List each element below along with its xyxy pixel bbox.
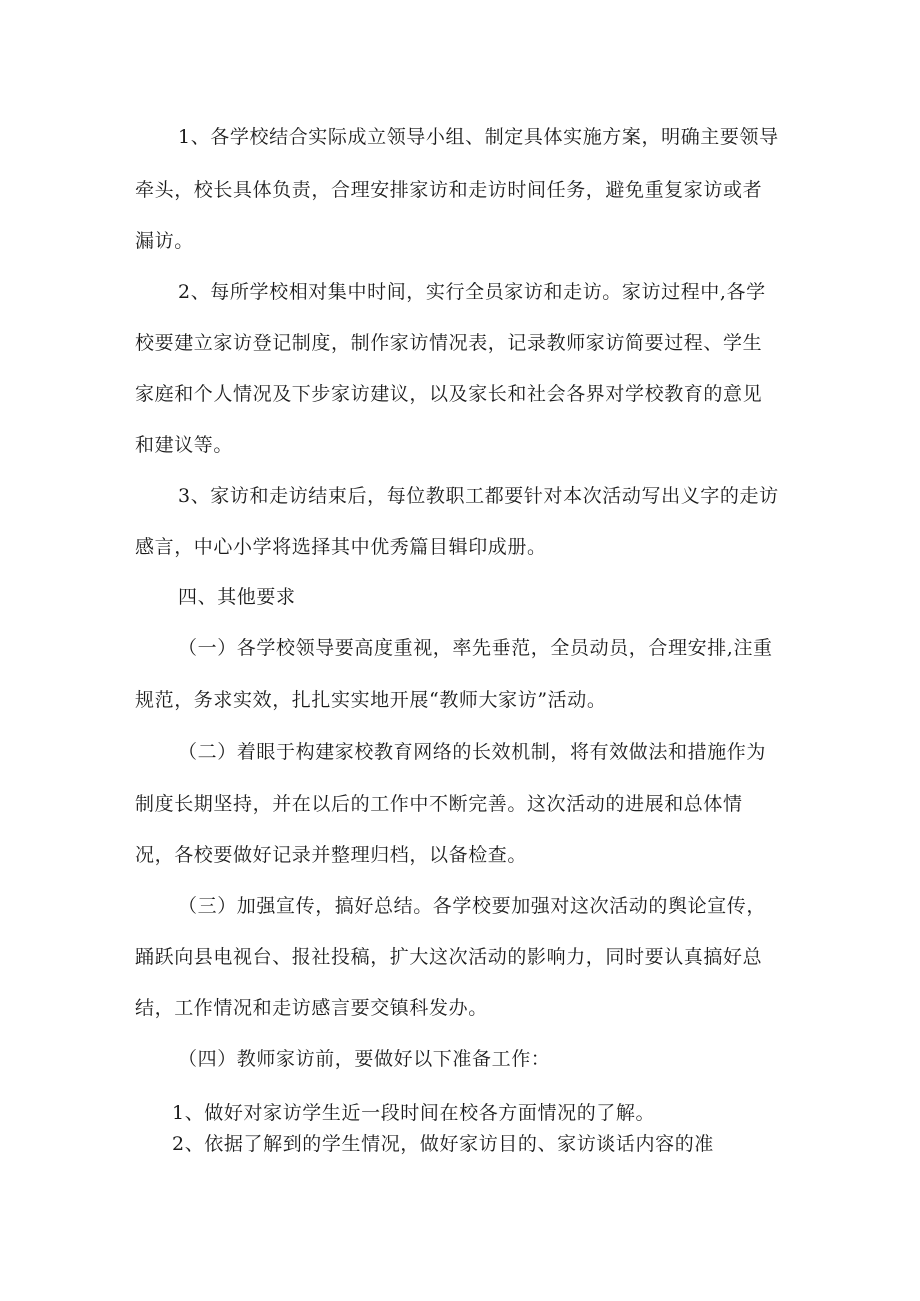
paragraph-2-line-1: 2、每所学校相对集中时间，实行全员家访和走访。家访过程中,各学 — [178, 281, 766, 303]
paragraph-1-line-3: 漏访。 — [135, 230, 194, 252]
item-1-line-2: 规范，务求实效，扎扎实实地开展“教师大家访”活动。 — [135, 689, 607, 711]
item-2-line-2: 制度长期坚持，并在以后的工作中不断完善。这次活动的进展和总体情 — [135, 793, 743, 815]
item-3-line-1: （三）加强宣传，搞好总结。各学校要加强对这次活动的舆论宣传， — [178, 895, 767, 917]
paragraph-1-line-1: 1、各学校结合实际成立领导小组、制定具体实施方案，明确主要领导 — [178, 126, 779, 148]
item-3-line-3: 结，工作情况和走访感言要交镇科发办。 — [135, 997, 488, 1019]
paragraph-1-line-2: 牵头，校长具体负责，合理安排家访和走访时间任务，避免重复家访或者 — [135, 179, 763, 201]
paragraph-2-line-4: 和建议等。 — [135, 434, 234, 456]
item-2-line-1: （二）着眼于构建家校教育网络的长效机制，将有效做法和措施作为 — [178, 741, 767, 763]
paragraph-2-line-2: 校要建立家访登记制度，制作家访情况表，记录教师家访简要过程、学生 — [135, 332, 763, 354]
paragraph-3-line-1: 3、家访和走访结束后，每位教职工都要针对本次活动写出义字的走访 — [178, 485, 779, 507]
paragraph-3-line-2: 感言，中心小学将选择其中优秀篇目辑印成册。 — [135, 536, 547, 558]
item-4-line-1: （四）教师家访前，要做好以下准备工作： — [178, 1048, 551, 1070]
item-3-line-2: 踊跃向县电视台、报社投稿，扩大这次活动的影响力，同时要认真搞好总 — [135, 946, 763, 968]
section-heading: 四、其他要求 — [178, 586, 296, 608]
prep-item-1: 1、做好对家访学生近一段时间在校各方面情况的了解。 — [172, 1102, 656, 1124]
paragraph-2-line-3: 家庭和个人情况及下步家访建议，以及家长和社会各界对学校教育的意见 — [135, 383, 763, 405]
item-2-line-3: 况，各校要做好记录并整理归档，以备检查。 — [135, 844, 528, 866]
prep-item-2: 2、依据了解到的学生情况，做好家访目的、家访谈话内容的准 — [172, 1133, 714, 1155]
item-1-line-1: （一）各学校领导要高度重视，率先垂范，全员动员，合理安排,注重 — [178, 637, 773, 659]
